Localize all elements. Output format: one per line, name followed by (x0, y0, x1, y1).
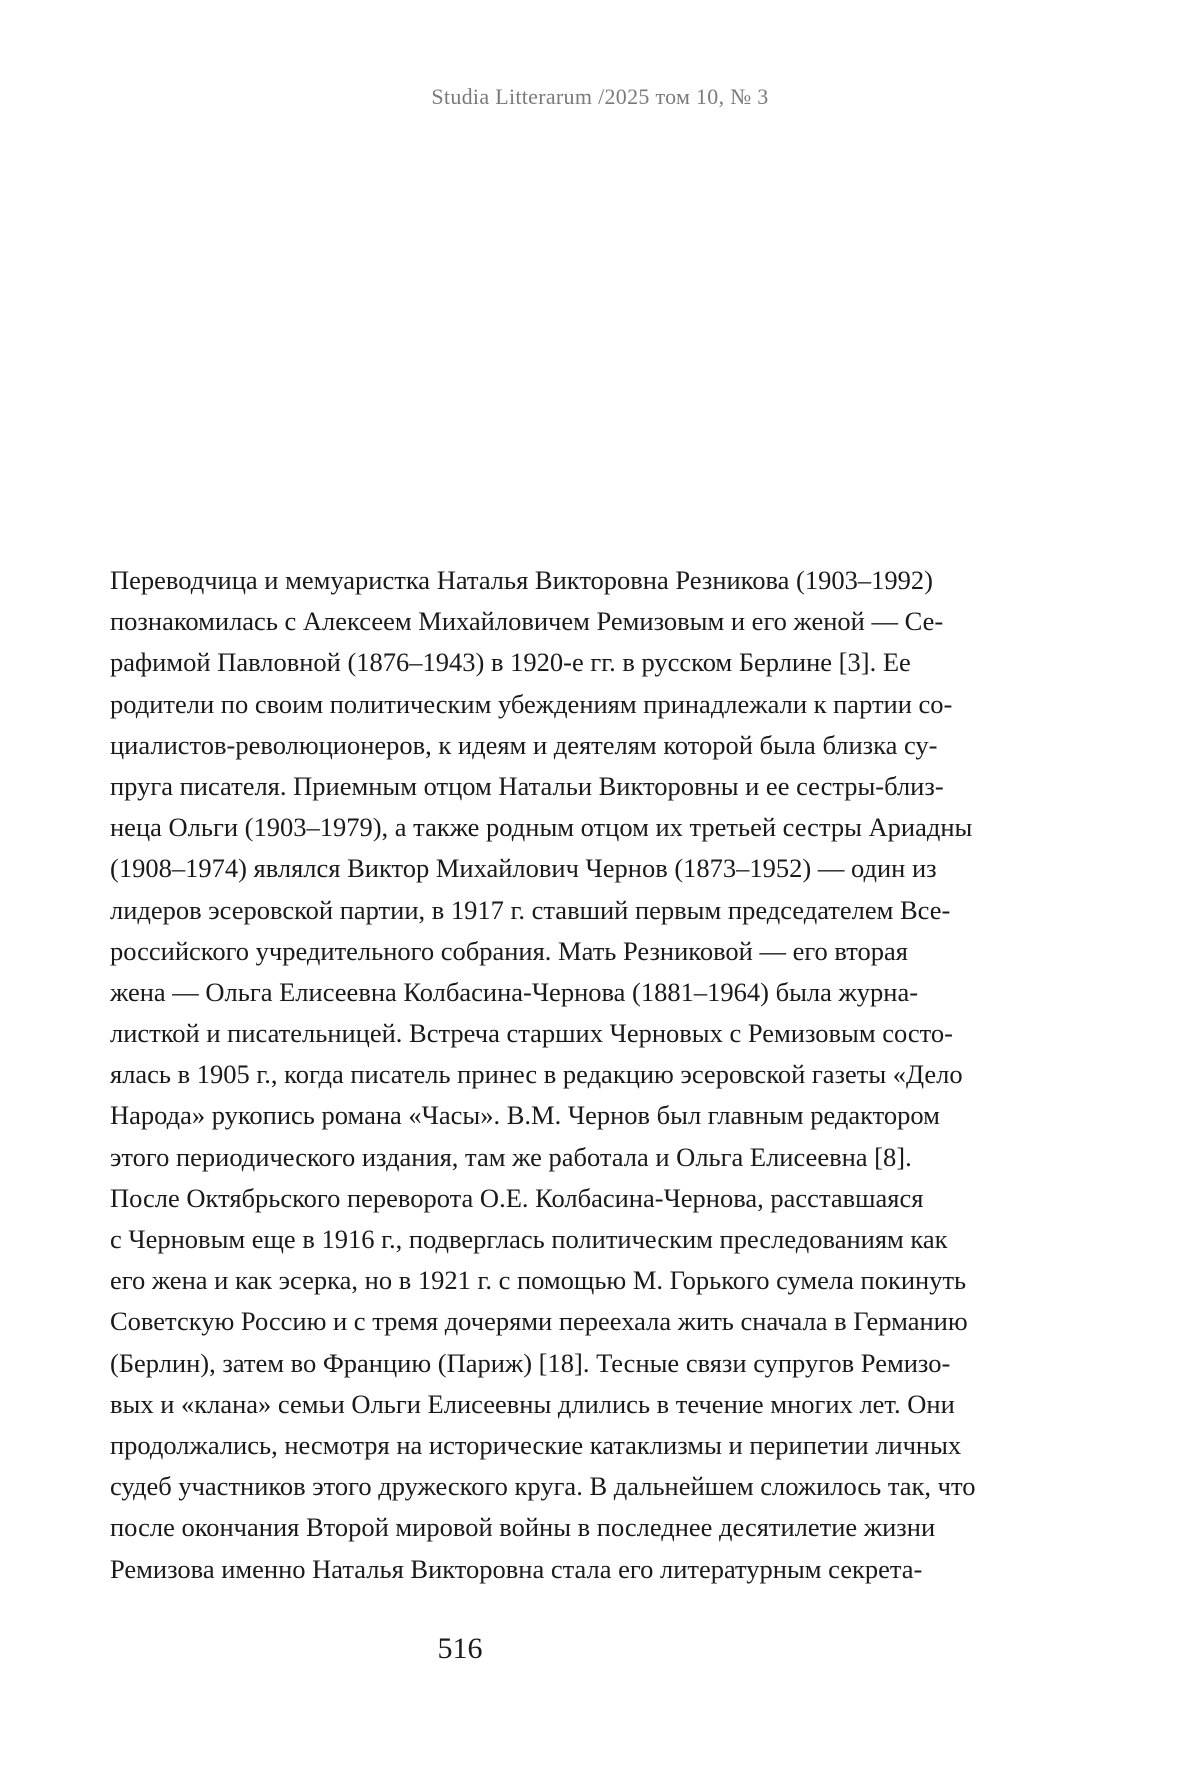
text-line: продолжались, несмотря на исторические катаклизмы и перипетии личных (110, 1429, 962, 1460)
text-line: Народа» рукопись романа «Часы». В.М. Чернов был главным редактором (110, 1100, 940, 1131)
body-paragraph (110, 560, 1068, 1590)
text-line: родители по своим политическим убеждениям принадлежали к партии со- (110, 688, 953, 719)
text-line: российского учредительного собрания. Мать Резниковой — его вторая (110, 935, 908, 966)
text-line: неца Ольги (1903–1979), а также родным отцом их третьей сестры Ариадны (110, 812, 973, 843)
text-line: Ремизова именно Наталья Викторовна стала его литературным секрета- (110, 1553, 923, 1584)
text-line: этого периодического издания, там же работала и Ольга Елисеевна [8]. (110, 1141, 912, 1172)
page-number: 516 (437, 1632, 483, 1665)
text-line: после окончания Второй мировой войны в последнее десятилетие жизни (110, 1512, 936, 1543)
text-line: Советскую Россию и с тремя дочерями переехала жить сначала в Германию (110, 1306, 968, 1337)
text-line: его жена и как эсерка, но в 1921 г. с помощью М. Горького сумела покинуть (110, 1265, 967, 1296)
text-line: пруга писателя. Приемным отцом Натальи Викторовны и ее сестры-близ- (110, 770, 944, 801)
text-line: судеб участников этого дружеского круга. В дальнейшем сложилось так, что (110, 1471, 976, 1502)
text-line: После Октябрьского переворота О.Е. Колбасина-Чернова, расставшаяся (110, 1182, 924, 1213)
text-line: ялась в 1905 г., когда писатель принес в редакцию эсеровской газеты «Дело (110, 1059, 963, 1090)
running-header: Studia Litterarum /2025 том 10, № 3 (431, 84, 769, 109)
text-line: вых и «клана» семьи Ольги Елисеевны длились в течение многих лет. Они (110, 1388, 955, 1419)
text-line: жена — Ольга Елисеевна Колбасина-Чернова (1881–1964) была журна- (110, 976, 919, 1007)
text-line: рафимой Павловной (1876–1943) в 1920-е гг. в русском Берлине [3]. Ее (110, 647, 911, 678)
text-line: листкой и писательницей. Встреча старших Черновых с Ремизовым состо- (110, 1018, 953, 1049)
text-line: (Берлин), затем во Францию (Париж) [18]. Тесные связи супругов Ремизо- (110, 1347, 951, 1378)
text-line: познакомилась с Алексеем Михайловичем Ремизовым и его женой — Се- (110, 606, 944, 637)
text-line: лидеров эсеровской партии, в 1917 г. ставший первым председателем Все- (110, 894, 951, 925)
text-line: с Черновым еще в 1916 г., подверглась политическим преследованиям как (110, 1224, 948, 1254)
text-line: Переводчица и мемуаристка Наталья Викторовна Резникова (1903–1992) (110, 565, 933, 595)
text-line: циалистов-революционеров, к идеям и деятелям которой была близка су- (110, 729, 938, 760)
text-line: (1908–1974) являлся Виктор Михайлович Чернов (1873–1952) — один из (110, 853, 937, 884)
